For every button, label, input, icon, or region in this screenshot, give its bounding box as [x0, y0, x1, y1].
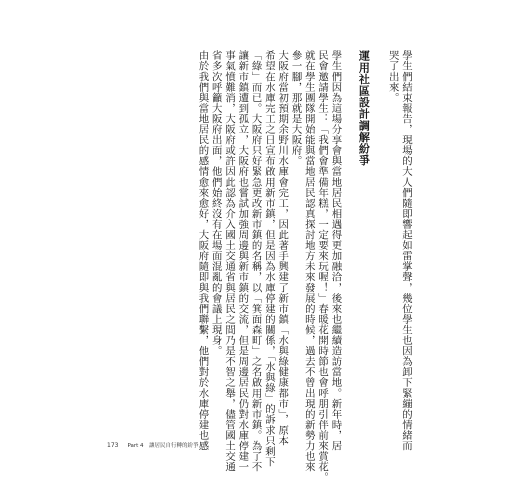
text-column: 事氣憤難消，大阪府或許因此認為介入國土交通省與居民之間乃是不智之舉，儘管國土交通: [223, 50, 236, 472]
text-column: 民會邀請學生：「我們會準備年糕，一定要來玩喔！」春暖花開時節也會呼朋引伴前來賞花。: [316, 50, 329, 483]
page-footer: [107, 441, 199, 449]
text-column: 大阪府當初預期余野川水庫會完工，因此著手興建了新市鎮「水與綠健康都市」，原本: [276, 50, 289, 446]
text-column: 讓新市鎮遭到孤立，大阪府也嘗試加強周邊與新市鎮的交流，但是周邊居民仍對水庫停建一: [236, 50, 249, 472]
text-column: 哭了出來。: [386, 50, 399, 103]
section-heading: 運用社區設計調解紛爭: [357, 50, 371, 166]
text-column: 學生們結束報告，現場的大人們隨即響起如雷掌聲，幾位學生也因為卸下緊繃的情緒而: [400, 50, 412, 451]
text-column: 希望在水庫完工之日宣布啟用新市鎮，但是因為水庫停建的關係，「水與綠」的訴求只剩下: [262, 50, 275, 467]
text-column: 由於我們與當地居民的感情愈來愈好，大阪府隨即與我們聯繫，他們對於水庫停建也感: [196, 50, 209, 451]
text-column: 「綠」而已。大阪府只好緊急更改新市鎮的名稱，以「箕面森町」之名啟用新市鎮。為了不: [249, 50, 262, 472]
page-number: 173: [107, 441, 119, 449]
running-title: Part 4 讓居民自行轉的紛爭: [127, 443, 199, 449]
main-text: [195, 50, 412, 483]
text-column: 學生們因為這場分享會與當地居民相遇得更加融洽，後來也繼續造訪當地。新年時，居: [329, 50, 342, 451]
text-column: 省多次呼籲大阪府出面，他們始終沒有在場面混亂的會議上現身。: [209, 50, 222, 356]
text-column: 參一腳，那就是大阪府。: [289, 50, 302, 167]
text-column: 就在學生團隊開始能與當地居民認真探討地方未來發展的時候，過去不曾出現的新勢力也來: [302, 50, 315, 472]
